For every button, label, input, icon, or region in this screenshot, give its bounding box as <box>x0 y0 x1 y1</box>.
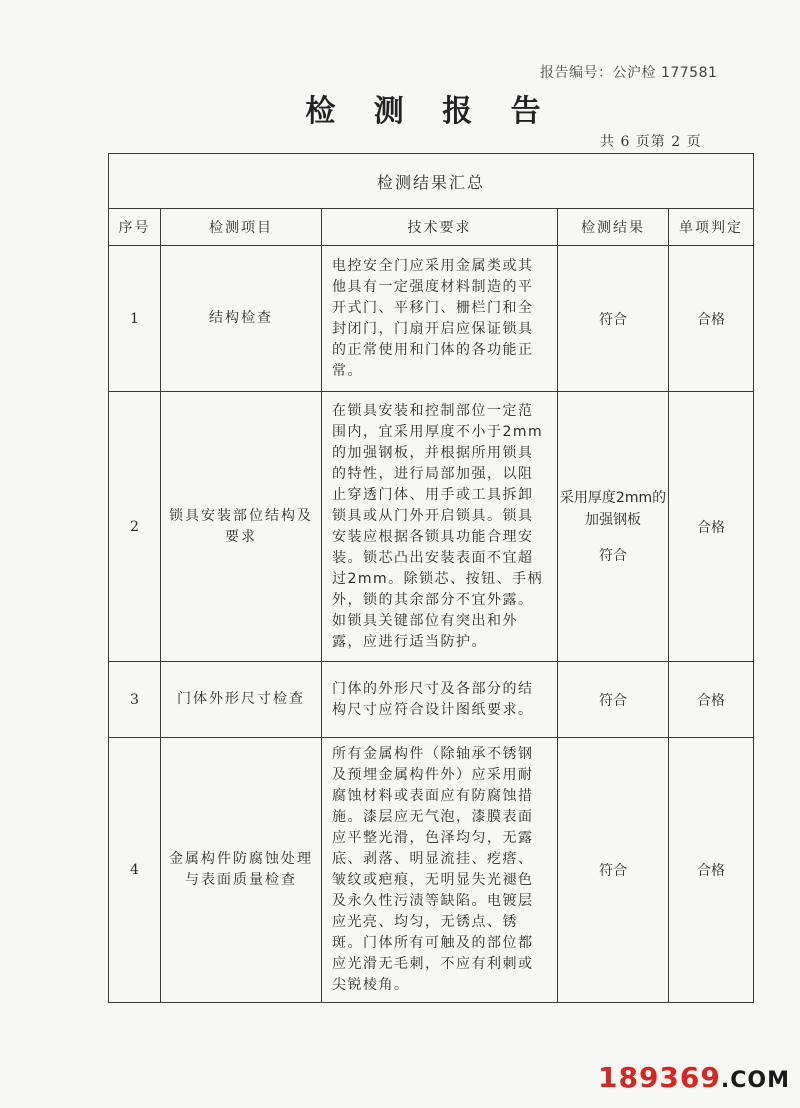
row-verdict: 合格 <box>669 662 754 738</box>
watermark-domain: .COM <box>720 1068 790 1093</box>
table-row <box>109 738 754 1003</box>
row-item: 结构检查 <box>161 246 322 392</box>
watermark-number: 189369 <box>597 1061 721 1094</box>
report-title: 检 测 报 告 <box>305 94 555 129</box>
row-result <box>558 392 669 662</box>
row-requirement: 在锁具安装和控制部位一定范围内，宜采用厚度不小于2mm的加强钢板，并根据所用锁具的特性，进行局部加强，以阻止穿透门体、用手或工具拆卸锁具或从门外开启锁具。锁具安装应根据各锁具功能合理安装。锁芯凸出安装表面不宜超过2mm。除锁芯、按钮、手柄外，锁的其余部分不宜外露。如锁具关键部位有突出和外露，应进行适当防护。 <box>322 392 558 662</box>
column-header-verdict: 单项判定 <box>669 209 754 246</box>
row-item: 门体外形尺寸检查 <box>161 662 322 738</box>
row-result-text: 采用厚度2mm的加强钢板 <box>559 489 667 528</box>
page-info: 共 6 页第 2 页 <box>600 134 702 150</box>
row-result: 符合 <box>558 738 669 1003</box>
row-result-extra: 符合 <box>599 547 627 564</box>
row-result: 符合 <box>558 662 669 738</box>
table-row <box>109 662 754 738</box>
row-item: 金属构件防腐蚀处理与表面质量检查 <box>161 738 322 1003</box>
row-result: 符合 <box>558 246 669 392</box>
row-seq: 2 <box>109 392 161 662</box>
column-header-requirement: 技术要求 <box>322 209 558 246</box>
row-verdict: 合格 <box>669 738 754 1003</box>
row-requirement: 电控安全门应采用金属类或其他具有一定强度材料制造的平开式门、平移门、栅栏门和全封闭门，门扇开启应保证锁具的正常使用和门体的各功能正常。 <box>322 246 558 392</box>
column-header-result: 检测结果 <box>558 209 669 246</box>
row-verdict: 合格 <box>669 246 754 392</box>
table-header-row <box>109 209 754 246</box>
column-header-seq: 序号 <box>109 209 161 246</box>
site-watermark <box>598 1061 790 1094</box>
summary-title: 检测结果汇总 <box>109 154 754 209</box>
row-seq: 1 <box>109 246 161 392</box>
row-requirement: 门体的外形尺寸及各部分的结构尺寸应符合设计图纸要求。 <box>322 662 558 738</box>
table-row <box>109 246 754 392</box>
column-header-item: 检测项目 <box>161 209 322 246</box>
row-seq: 3 <box>109 662 161 738</box>
row-item: 锁具安装部位结构及要求 <box>161 392 322 662</box>
results-table <box>108 153 754 1003</box>
row-seq: 4 <box>109 738 161 1003</box>
table-row <box>109 392 754 662</box>
report-number: 报告编号：公沪检 177581 <box>540 65 718 81</box>
row-requirement: 所有金属构件（除轴承不锈钢及预埋金属构件外）应采用耐腐蚀材料或表面应有防腐蚀措施。漆层应无气泡，漆膜表面应平整光滑，色泽均匀，无露底、剥落、明显流挂、疙瘩、皱纹或疤痕，无明显失光褪色及永久性污渍等缺陷。电镀层应光亮、均匀，无锈点、锈斑。门体所有可触及的部位都应光滑无毛刺，不应有利刺或尖锐棱角。 <box>322 738 558 1003</box>
row-verdict: 合格 <box>669 392 754 662</box>
